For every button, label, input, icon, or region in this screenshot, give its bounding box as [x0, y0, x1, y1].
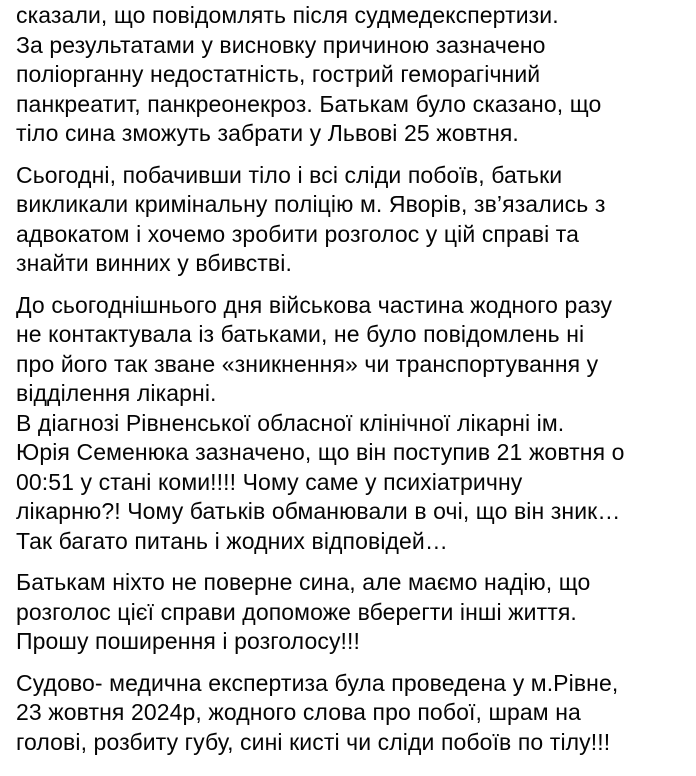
text-line: сказали, що повідомлять після судмедекспертизи.: [16, 2, 559, 28]
text-line: розголос цієї справи допоможе вберегти інші життя.: [16, 598, 577, 625]
text-line: Прошу поширення і розголосу!!!: [16, 628, 361, 654]
text-line: адвокатом і хочемо зробити розголос у цій справі та: [16, 220, 580, 247]
text-line: тіло сина зможуть забрати у Львові 25 жовтня.: [16, 120, 519, 146]
text-line: За результатами у висновку причиною зазначено: [16, 31, 546, 58]
text-line: Сьогодні, побачивши тіло і всі сліди побоїв, батьки: [16, 161, 563, 188]
text-line: Батькам ніхто не поверне сина, але маємо надію, що: [16, 569, 591, 595]
text-line: голові, розбиту губу, сині кисті чи сліди побоїв по тілу!!!: [16, 728, 611, 755]
text-line: відділення лікарні.: [16, 380, 217, 406]
text-line: Юрія Семенюка зазначено, що він поступив 21 жовтня о: [16, 439, 625, 465]
text-line: Судово- медична експертиза була проведена у м.Рівне,: [16, 669, 619, 696]
text-line: викликали кримінальну поліцію м. Яворів, зв’язались з: [16, 191, 606, 217]
post-paragraph-5: [16, 669, 694, 758]
text-line: Так багато питань і жодних відповідей…: [16, 527, 448, 554]
text-line: про його так зване «зникнення» чи транспортування у: [16, 350, 599, 377]
post-paragraph-1: [16, 1, 694, 149]
post-paragraph-2: [16, 161, 694, 279]
text-line: знайти винних у вбивстві.: [16, 250, 292, 276]
text-line: панкреатит, панкреонекроз. Батькам було сказано, що: [16, 90, 602, 117]
text-line: 00:51 у стані коми!!!! Чому саме у психіатричну: [16, 468, 523, 495]
text-line: не контактувала із батьками, не було повідомлень ні: [16, 321, 585, 347]
post-paragraph-3: [16, 291, 694, 557]
text-line: В діагнозі Рівненської обласної клінічної лікарні ім.: [16, 409, 565, 436]
text-line: лікарню?! Чому батьків обманювали в очі, що він зник…: [16, 498, 621, 524]
post-paragraph-4: [16, 568, 694, 657]
text-line: поліорганну недостатність, гострий геморагічний: [16, 61, 541, 87]
post-body: [16, 0, 694, 757]
text-line: 23 жовтня 2024р, жодного слова про побої, шрам на: [16, 699, 581, 725]
text-line: До сьогоднішнього дня військова частина жодного разу: [16, 291, 613, 318]
